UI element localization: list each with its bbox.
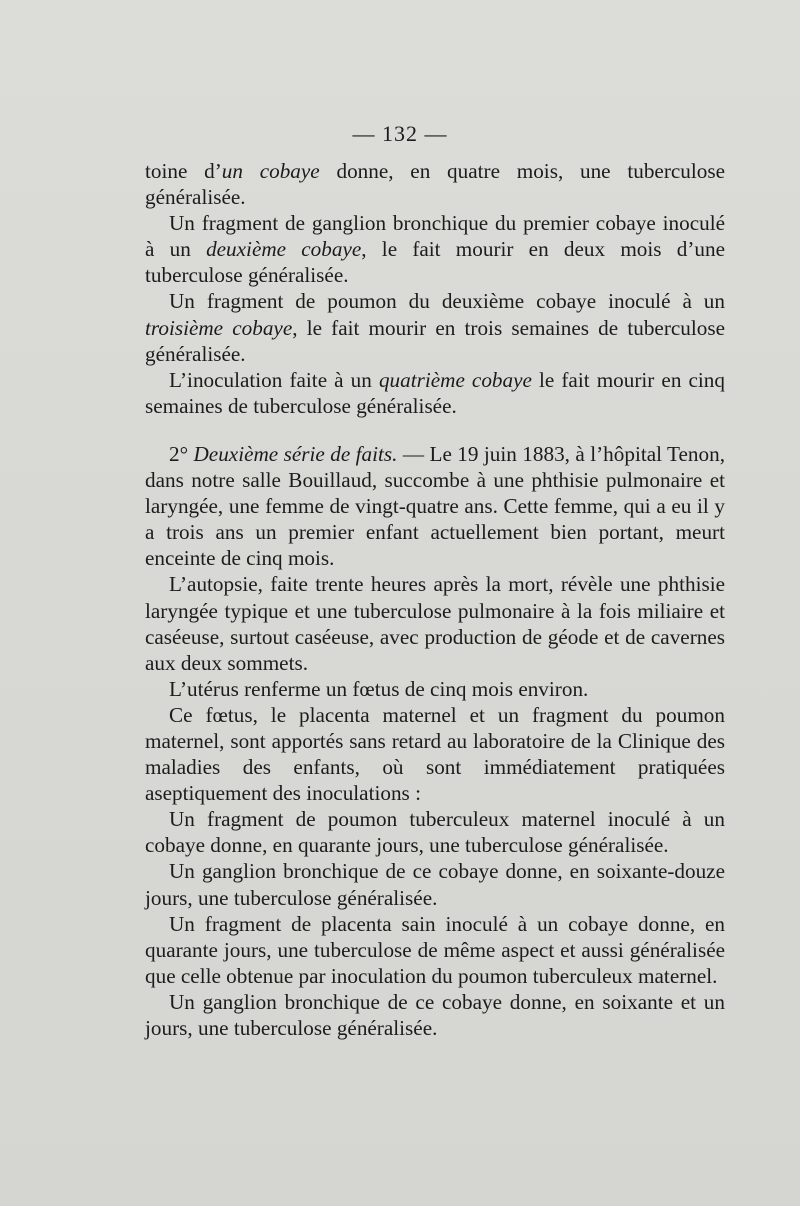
text-run: Un fragment de placenta sain inoculé à un cobaye donne, en quarante jours, une tuberculose de même aspect et aussi généralisée que celle obtenue par inoculation du poumon tuberculeux maternel. xyxy=(145,911,725,988)
text-run: Un ganglion bronchique de ce cobaye donne, en soixante-douze jours, une tuberculose généralisée. xyxy=(145,859,725,910)
text-run: Un fragment de poumon du deuxième cobaye inoculé à un xyxy=(169,289,725,314)
text-run: , le fait mourir en trois semaines de tuberculose généralisée. xyxy=(145,315,725,366)
text-run: Ce fœtus, le placenta maternel et un fragment du poumon maternel, sont apportés sans retard au laboratoire de la Clinique des maladies des enfants, où sont immédiatement pratiquées aseptiquement des inoculations : xyxy=(145,702,725,806)
text-run: 2° xyxy=(169,441,194,466)
italic-phrase: quatrième cobaye xyxy=(378,367,532,392)
paragraph xyxy=(145,989,725,1041)
page-body-text xyxy=(145,158,725,1041)
paragraph xyxy=(145,367,725,419)
text-run: le fait mourir en cinq semaines de tuberculose généralisée. xyxy=(145,367,725,418)
text-run: donne, en quatre mois, une tuberculose généralisée. xyxy=(145,159,725,210)
paragraph xyxy=(145,210,725,288)
text-run: L’autopsie, faite trente heures après la mort, révèle une phthisie laryngée typique et une tuberculose pulmonaire à la fois miliaire et caséeuse, surtout caséeuse, avec production de géode et de cavernes aux deux sommets. xyxy=(145,572,725,675)
paragraph xyxy=(145,858,725,910)
paragraph xyxy=(145,158,725,210)
paragraph xyxy=(145,441,725,571)
paragraph xyxy=(145,571,725,675)
italic-phrase: un cobaye xyxy=(221,159,320,183)
italic-phrase: Deuxième série de faits. xyxy=(193,441,398,466)
paragraph xyxy=(145,676,725,702)
italic-phrase: deuxième cobaye xyxy=(206,237,362,262)
paragraph xyxy=(145,806,725,858)
page-number: — 132 — xyxy=(352,121,448,146)
italic-phrase: troisième cobaye xyxy=(145,315,293,340)
text-run: L’utérus renferme un fœtus de cinq mois environ. xyxy=(169,676,589,701)
text-run: Un fragment de poumon tuberculeux maternel inoculé à un cobaye donne, en quarante jours, une tuberculose généralisée. xyxy=(145,807,725,858)
text-run: Un ganglion bronchique de ce cobaye donne, en soixante et un jours, une tuberculose généralisée. xyxy=(145,989,725,1040)
text-run: L’inoculation faite à un xyxy=(169,367,379,392)
text-run: toine d’ xyxy=(145,159,222,183)
paragraph xyxy=(145,288,725,366)
text-run: — Le 19 juin 1883, à l’hôpital Tenon, dans notre salle Bouillaud, succombe à une phthisie pulmonaire et laryngée, une femme de vingt-quatre ans. Cette femme, qui a eu il y a trois ans un premier enfant actuellement bien portant, meurt enceinte de cinq mois. xyxy=(145,441,725,571)
text-run: , le fait mourir en deux mois d’une tuberculose généralisée. xyxy=(145,237,725,288)
paragraph xyxy=(145,702,725,806)
paragraph xyxy=(145,911,725,989)
text-run: Un fragment de ganglion bronchique du premier cobaye inoculé à un xyxy=(145,211,725,262)
